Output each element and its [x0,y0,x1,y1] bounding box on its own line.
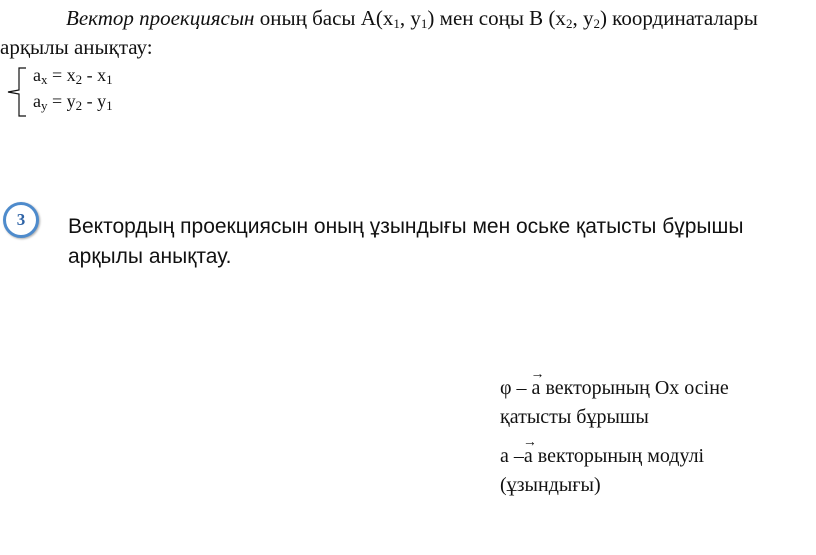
intro-line-1 [0,4,816,33]
subscript: 2 [565,16,573,31]
eq-text: = y [47,91,76,111]
def-text: векторының Ох осіне қатысты бұрышы [500,377,729,428]
equation-ay [33,90,113,112]
eq-text: - y [82,91,107,111]
intro-paragraph [0,4,816,62]
def-text: φ – [500,377,532,399]
intro-text: ) мен соңы В (x [427,6,566,30]
def-text: векторының модулі (ұзындығы) [500,445,705,496]
vector-letter: a [523,445,533,467]
section-number-badge: 3 [3,202,39,238]
subscript: 2 [75,98,83,113]
vector-a [522,435,537,471]
equation-ax [33,64,113,86]
eq-var: a [33,91,41,111]
vector-arrow-icon: → [522,435,537,450]
intro-text: оның басы А(x [254,6,394,30]
intro-term: Вектор проекциясын [66,6,255,30]
subscript: 1 [420,16,428,31]
subscript: 2 [75,72,83,87]
intro-line-2: арқылы анықтау: [0,35,153,59]
subscript: 1 [393,16,400,31]
def-text: а – [500,445,524,467]
vector-letter: a [531,377,541,399]
subscript: y [41,98,48,113]
system-brace-icon [6,66,28,118]
vector-a [530,367,545,403]
subscript: 2 [593,16,600,31]
intro-text: , y [399,6,421,30]
vector-arrow-icon: → [530,367,545,382]
definition-angle [500,367,800,432]
subscript: 1 [106,98,113,113]
intro-text: ) координаталары [599,6,758,30]
eq-text: - x [82,65,107,85]
eq-var: a [33,65,41,85]
definition-modulus [500,435,800,500]
intro-text: , y [572,6,594,30]
section-3-text: Вектордың проекциясын оның ұзындығы мен оське қатысты бұрышы арқылы анықтау. [68,215,744,268]
subscript: 1 [106,72,113,87]
subscript: x [41,72,48,87]
eq-text: = x [47,65,76,85]
